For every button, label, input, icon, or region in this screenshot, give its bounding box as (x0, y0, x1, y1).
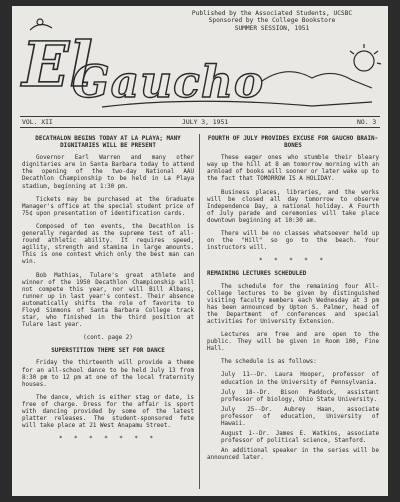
decathlon-paragraph-3: Composed of ten events, the Decathlon is generally regarded as the supreme test of all-round athletic ability. It requires speed, agility, strength and stamina in large amounts. This is one contest which only the best man can win. (22, 223, 194, 266)
decathlon-paragraph-4: Bob Mathias, Tulare's great athlete and winner of the 1950 Decathlon Championship will not compete this year, nor will Bill Albans, runner up in last year's contest. Their absence automatically shifts the role of favorite to Floyd Simmons of Santa Barbara College track star, who finished in the third position at Tulare last year. (22, 272, 194, 329)
dance-headline: SUPERSTITION THEME SET FOR DANCE (51, 348, 165, 355)
issue-date: JULY 3, 1951 (182, 118, 229, 126)
session-line: SUMMER SESSION, 1951 (234, 24, 310, 32)
section-divider-stars: * * * * * (259, 258, 327, 265)
continued-note: (cont. page 2) (83, 335, 133, 342)
volume-label: VOL. XII (22, 118, 53, 126)
left-column (22, 136, 194, 449)
sun-icon (354, 51, 374, 71)
issue-number: NO. 3 (357, 118, 377, 126)
publisher-line: Published by the Associated Students, UCSBC (191, 10, 353, 17)
lectures-paragraph-3: The schedule is as follows: (221, 359, 317, 366)
decathlon-headline: DECATHALON BEGINS TODAY AT LA PLAYA; MANY DIGNITARIES WILL BE PRESENT (35, 136, 181, 150)
holiday-headline: FOURTH OF JULY PROVIDES EXCUSE FOR GAUCHO BRAIN-BONES (207, 136, 379, 150)
decathlon-paragraph-1: Governor Earl Warren and many other dignitaries are in Santa Barbara today to attend the opening of the two-day National AAU Decathlon Championship to be held in La Playa stadium, beginning at 1:30 pm. (22, 155, 194, 190)
masthead-rule-bottom (20, 127, 380, 128)
decathlon-paragraph-2: Tickets may be purchased at the Graduate Manager's office at the special student price of 75¢ upon presentation of identification cards. (22, 196, 194, 217)
sponsor-line: Sponsored by the College Bookstore (208, 17, 336, 25)
dance-paragraph-2: The dance, which is either stag or date, is free of charge. Dress for the affair is sport with dancing provided by some of the latest platter releases. The student-sponsored fete will take place at 21 West Anapamu Street. (22, 394, 194, 430)
lectures-paragraph-2: Lectures are free and are open to the public. They will be given in Room 100, Fine Hall. (207, 332, 379, 353)
lectures-paragraph-1: The schedule for the remaining four All-College lectures to be given by distinguished visiting faculty members each Wednesday at 3 pm has been announced by Upton S. Palmer, head of the Department of conferences and special activities for University Extension. (207, 283, 379, 325)
masthead-title: Gaucho (72, 57, 265, 108)
lectures-paragraph-4: An additional speaker in the series will be announced later. (207, 448, 379, 462)
holiday-paragraph-1: These eager ones who stumble their bleary way up the hill at 8 am tomorrow morning with an armload of books will sooner or later wake up to the fact that TOMORROW IS A HOLIDAY. (207, 155, 379, 183)
masthead-el: El (22, 28, 93, 101)
lectures-headline: REMAINING LECTURES SCHEDULED (207, 271, 307, 278)
holiday-paragraph-2: Business places, libraries, and the works will be closed all day tomorrow to observe Independence Day, a national holiday. A Fourth of July parade and ceremonies will take place downtown beginning at 10:30 am. (207, 189, 379, 224)
section-divider-stars: * * * * * * * (58, 436, 158, 443)
hills-drawing (262, 72, 372, 88)
newspaper-page (12, 6, 388, 496)
holiday-paragraph-3: There will be no classes whatsoever held up on the "Hill" so go to the beach. Your instructors will. (207, 231, 379, 252)
schedule-item: July 18--Dr. Bison Paddock, assistant professor of biology, Ohio State University. (221, 389, 379, 403)
masthead-rule-top (20, 116, 380, 117)
dance-paragraph-1: Friday the thirteenth will provide a theme for an all-school dance to be held July 13 from 8:30 pm to 12 pm at one of the local fraternity houses. (22, 360, 194, 388)
schedule-item: July 25--Dr. Aubrey Haan, associate professor of education, University of Hawaii. (221, 406, 379, 427)
column-divider (199, 134, 200, 489)
schedule-item: August 1--Dr. James E. Watkins, associate professor of political science, Stanford. (221, 431, 379, 445)
right-column (207, 136, 379, 468)
schedule-item: July 11--Dr. Laura Hooper, professor of education in the University of Pennsylvania. (221, 372, 379, 386)
